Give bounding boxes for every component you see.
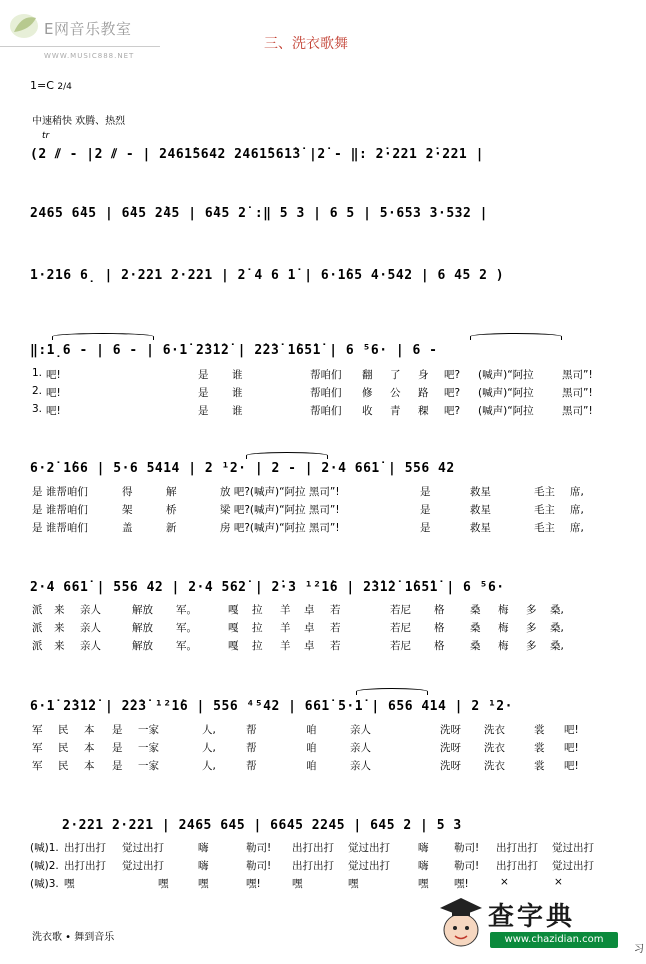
tie-arc xyxy=(356,688,428,695)
staff-row-4: ‖:1̣6 - | 6 - | 6·1̇ 2̇3̇1̇2̇ | 2̇2̇3̇ 1̇65̇1̇ | 6 ⁵6· | 6 - xyxy=(30,343,438,358)
logo-leaf-icon xyxy=(8,10,40,42)
watermark-title: 查字典 xyxy=(488,902,576,932)
staff-row-8: 2·221 2·221 | 2465 645 | 6645 2245 | 645 2 | 5 3 xyxy=(62,818,462,833)
staff-row-3: 1·216 6̣ | 2·221 2·221 | 2̇ 4 6 1̇ | 6·1̇65 4·542 | 6 45 2 ) xyxy=(30,268,505,283)
tie-arc xyxy=(246,452,328,459)
graduate-mascot-icon xyxy=(438,890,484,950)
tempo-marking: 中速稍快 欢腾、热烈 xyxy=(32,116,126,127)
key-signature: 1=C 2/4 xyxy=(30,79,72,92)
staff-row-1: (2 ⫽ - |2 ⫽ - | 2461̇5642 2461̇561̇3̇ |2̇ - ‖: 2̇·221 2̇·221 | xyxy=(30,147,484,162)
edge-character: 习 xyxy=(634,944,644,955)
staff-row-5: 6·2̇ 1̇66 | 5·6 5414 | 2 ¹2· | 2 - | 2·4 661̇ | 556 42 xyxy=(30,461,455,476)
watermark-url[interactable]: www.chazidian.com xyxy=(490,932,618,948)
brand-name: E网音乐教室 xyxy=(44,20,132,38)
staff-row-2: 2465 6̇45 | 6̇45 2̇45 | 6̇45 2̇ :‖ 5 3 | 6 5 | 5·653 3·532 | xyxy=(30,206,488,221)
staff-row-6: 2·4 661̇ | 556 42 | 2·4 562̇ | 2̇·3 ¹²1̇6 | 2̇3̇1̇2̇ 1̇65̇1̇ | 6 ⁵6· xyxy=(30,580,505,595)
brand-url: WWW.MUSIC888.NET xyxy=(44,52,135,60)
tie-arc xyxy=(470,333,562,340)
tie-arc xyxy=(52,333,154,340)
page-title: 三、洗衣歌舞 xyxy=(264,36,348,52)
trill-mark: tr xyxy=(42,131,50,141)
staff-row-7: 6·1̇ 2̇3̇1̇2̇ | 2̇2̇3̇ ¹²1̇6 | 556 ⁴⁵42 | 661̇ 5·1̇ | 656 414 | 2 ¹2· xyxy=(30,699,513,714)
footer-caption: 洗衣歌 • 舞到音乐 xyxy=(32,932,115,943)
time-signature: 2/4 xyxy=(57,82,72,92)
brand-divider xyxy=(0,46,160,47)
